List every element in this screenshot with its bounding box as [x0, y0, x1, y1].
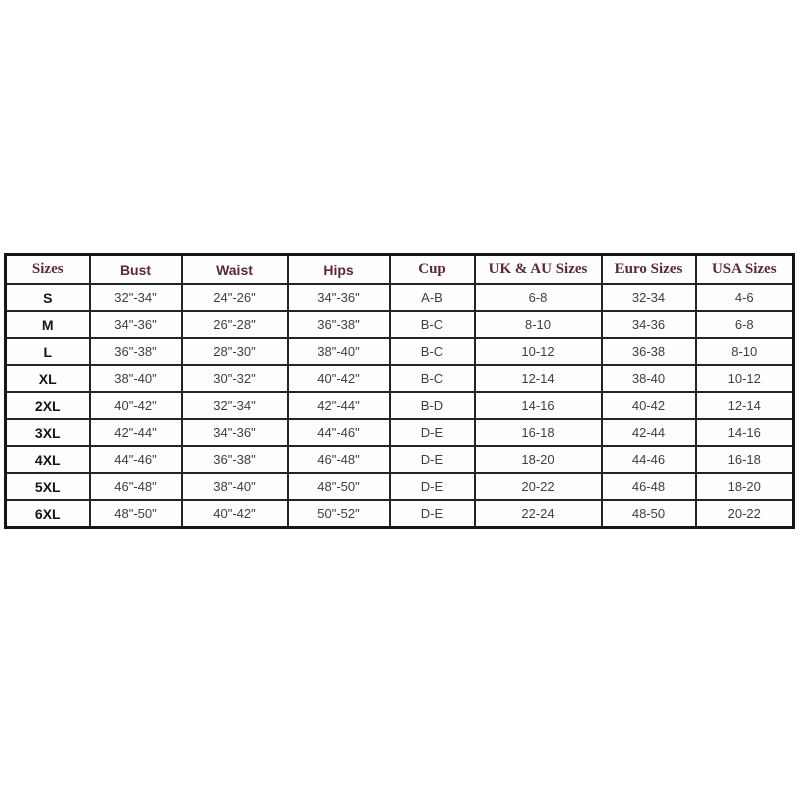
euro-cell: 40-42: [602, 392, 696, 419]
waist-cell: 36"-38": [182, 446, 288, 473]
size-cell: 3XL: [6, 419, 90, 446]
size-chart-table: [4, 253, 795, 529]
euro-cell: 36-38: [602, 338, 696, 365]
hips-cell: 48"-50": [288, 473, 390, 500]
euro-cell: 46-48: [602, 473, 696, 500]
table-row-5xl: [6, 473, 794, 500]
cup-cell: B-C: [390, 311, 475, 338]
table-row-3xl: [6, 419, 794, 446]
column-header-hips: Hips: [288, 255, 390, 285]
table-row-l: [6, 338, 794, 365]
euro-cell: 42-44: [602, 419, 696, 446]
column-header-sizes: Sizes: [6, 255, 90, 285]
waist-cell: 38"-40": [182, 473, 288, 500]
table-row-4xl: [6, 446, 794, 473]
waist-cell: 40"-42": [182, 500, 288, 528]
cup-cell: D-E: [390, 446, 475, 473]
uk-au-cell: 18-20: [475, 446, 602, 473]
column-header-usa-sizes: USA Sizes: [696, 255, 794, 285]
euro-cell: 34-36: [602, 311, 696, 338]
uk-au-cell: 12-14: [475, 365, 602, 392]
waist-cell: 34"-36": [182, 419, 288, 446]
column-header-cup: Cup: [390, 255, 475, 285]
usa-cell: 20-22: [696, 500, 794, 528]
table-row-xl: [6, 365, 794, 392]
uk-au-cell: 10-12: [475, 338, 602, 365]
waist-cell: 28"-30": [182, 338, 288, 365]
uk-au-cell: 16-18: [475, 419, 602, 446]
cup-cell: D-E: [390, 473, 475, 500]
euro-cell: 38-40: [602, 365, 696, 392]
usa-cell: 6-8: [696, 311, 794, 338]
size-cell: 5XL: [6, 473, 90, 500]
usa-cell: 10-12: [696, 365, 794, 392]
euro-cell: 44-46: [602, 446, 696, 473]
size-cell: L: [6, 338, 90, 365]
euro-cell: 48-50: [602, 500, 696, 528]
usa-cell: 8-10: [696, 338, 794, 365]
waist-cell: 30"-32": [182, 365, 288, 392]
waist-cell: 26"-28": [182, 311, 288, 338]
bust-cell: 46"-48": [90, 473, 182, 500]
hips-cell: 44"-46": [288, 419, 390, 446]
size-chart-container: [4, 253, 792, 529]
hips-cell: 34"-36": [288, 284, 390, 311]
uk-au-cell: 22-24: [475, 500, 602, 528]
column-header-waist: Waist: [182, 255, 288, 285]
size-cell: XL: [6, 365, 90, 392]
euro-cell: 32-34: [602, 284, 696, 311]
size-cell: 2XL: [6, 392, 90, 419]
usa-cell: 14-16: [696, 419, 794, 446]
size-cell: 4XL: [6, 446, 90, 473]
usa-cell: 18-20: [696, 473, 794, 500]
column-header-euro-sizes: Euro Sizes: [602, 255, 696, 285]
uk-au-cell: 20-22: [475, 473, 602, 500]
column-header-bust: Bust: [90, 255, 182, 285]
size-cell: 6XL: [6, 500, 90, 528]
bust-cell: 42"-44": [90, 419, 182, 446]
waist-cell: 32"-34": [182, 392, 288, 419]
uk-au-cell: 14-16: [475, 392, 602, 419]
hips-cell: 46"-48": [288, 446, 390, 473]
usa-cell: 16-18: [696, 446, 794, 473]
table-row-m: [6, 311, 794, 338]
cup-cell: B-C: [390, 338, 475, 365]
column-header-uk-au-sizes: UK & AU Sizes: [475, 255, 602, 285]
header-row: [6, 255, 794, 285]
hips-cell: 38"-40": [288, 338, 390, 365]
waist-cell: 24"-26": [182, 284, 288, 311]
cup-cell: D-E: [390, 419, 475, 446]
usa-cell: 4-6: [696, 284, 794, 311]
hips-cell: 50"-52": [288, 500, 390, 528]
usa-cell: 12-14: [696, 392, 794, 419]
cup-cell: B-C: [390, 365, 475, 392]
cup-cell: A-B: [390, 284, 475, 311]
table-row-6xl: [6, 500, 794, 528]
size-cell: S: [6, 284, 90, 311]
cup-cell: B-D: [390, 392, 475, 419]
bust-cell: 32"-34": [90, 284, 182, 311]
bust-cell: 38"-40": [90, 365, 182, 392]
uk-au-cell: 8-10: [475, 311, 602, 338]
hips-cell: 42"-44": [288, 392, 390, 419]
cup-cell: D-E: [390, 500, 475, 528]
size-cell: M: [6, 311, 90, 338]
bust-cell: 48"-50": [90, 500, 182, 528]
bust-cell: 36"-38": [90, 338, 182, 365]
table-row-s: [6, 284, 794, 311]
hips-cell: 36"-38": [288, 311, 390, 338]
uk-au-cell: 6-8: [475, 284, 602, 311]
bust-cell: 40"-42": [90, 392, 182, 419]
hips-cell: 40"-42": [288, 365, 390, 392]
bust-cell: 34"-36": [90, 311, 182, 338]
table-row-2xl: [6, 392, 794, 419]
bust-cell: 44"-46": [90, 446, 182, 473]
